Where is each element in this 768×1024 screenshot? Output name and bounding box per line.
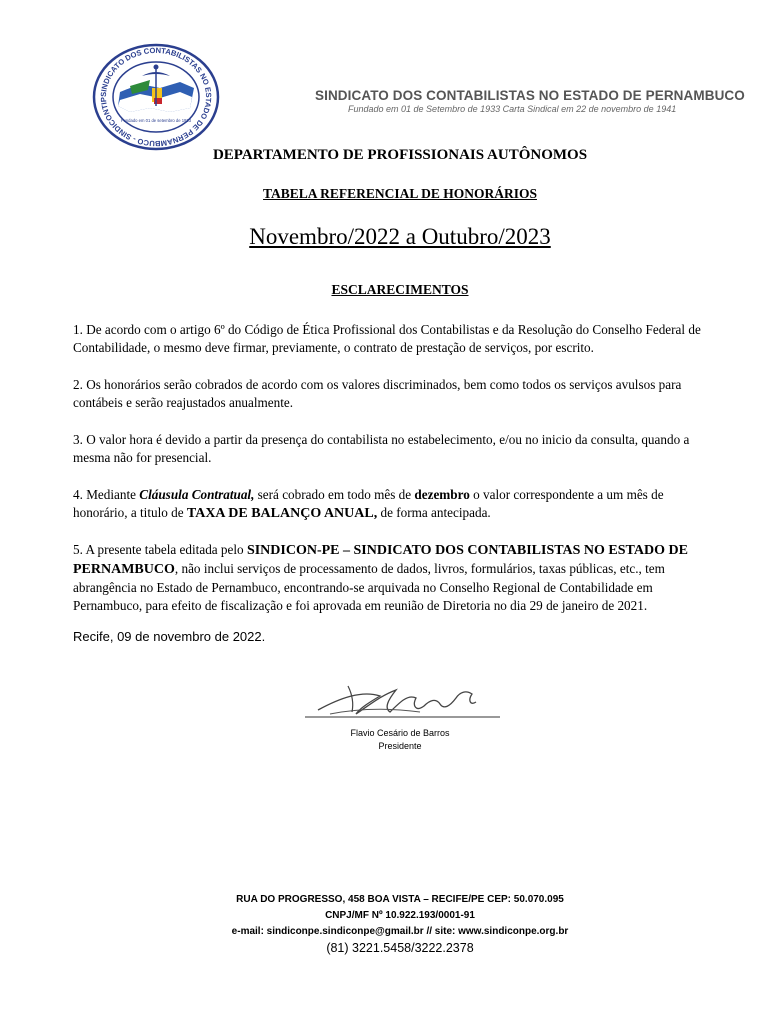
signatory-role: Presidente [378,741,422,751]
clarification-item-5 [73,541,718,615]
clarification-item-3: 3. O valor hora é devido a partir da presença do contabilista no estabelecimento, e/ou no inicio da consulta, quando a mesma não for presencial. [73,432,690,465]
item-4-text-a: 4. Mediante [73,487,140,502]
item-4-text-g: de forma antecipada. [377,505,491,520]
department-heading: DEPARTAMENTO DE PROFISSIONAIS AUTÔNOMOS [212,147,588,163]
organization-name: SINDICATO DOS CONTABILISTAS NO ESTADO DE PERNAMBUCO [315,88,745,103]
annual-balance-fee-term: TAXA DE BALANÇO ANUAL, [186,506,378,521]
handwritten-signature-icon [300,668,545,723]
footer-address: RUA DO PROGRESSO, 458 BOA VISTA – RECIFE/PE CEP: 50.070.095 [236,894,564,905]
signature-image [300,668,545,723]
item-4-text-c: será cobrado em todo mês de [254,487,415,502]
svg-text:SINDICATO DOS CONTABILISTAS NO: SINDICATO DOS CONTABILISTAS NO ESTADO DE PERNAMBUCO - SINDICONTIP [98,45,214,149]
seal-emblem-icon [90,42,222,152]
svg-text:Fundado em 01 de setembro de 1: Fundado em 01 de setembro de 1933 [120,118,192,123]
item-5-text-c: , não inclui serviços de processamento de dados, livros, formulários, taxas públicas, etc., tem abrangência no Estado de Pernambuco, encontrando-se arquivada no Conselho Regional de Contabilidade em Pernambuco, para efeito de fiscalização e foi aprovada em reunião de Diretoria no dia 29 de janeiro de 2021. [73,561,665,613]
december-term: dezembro [414,487,470,502]
union-seal-logo [90,42,222,152]
clarifications-heading: ESCLARECIMENTOS [331,282,469,297]
document-date: Recife, 09 de novembro de 2022. [73,629,266,644]
sindicon-name-term: SINDICON-PE – SINDICATO DOS CONTABILISTAS NO ESTADO DE PERNAMBUCO [73,543,688,577]
table-title: TABELA REFERENCIAL DE HONORÁRIOS [263,186,537,201]
clarification-item-4 [73,486,718,523]
organization-founded-note: Fundado em 01 de Setembro de 1933 Carta Sindical em 22 de novembro de 1941 [348,104,677,114]
signatory-name: Flavio Cesário de Barros [350,728,450,738]
item-4-text-e: o valor correspondente a um mês de honorário, a titulo de [73,487,664,520]
clarification-item-1: 1. De acordo com o artigo 6º do Código de Ética Profissional dos Contabilistas e da Resolução do Conselho Federal de Contabilidade, o mesmo deve firmar, previamente, o contrato de prestação de serviços, por escrito. [73,322,701,355]
item-5-text-a: 5. A presente tabela editada pelo [73,542,247,557]
validity-period: Novembro/2022 a Outubro/2023 [249,224,551,249]
footer-contact: e-mail: sindiconpe.sindiconpe@gmail.br // site: www.sindiconpe.org.br [231,926,569,937]
footer-cnpj: CNPJ/MF Nº 10.922.193/0001-91 [325,910,475,921]
contract-clause-term: Cláusula Contratual, [139,487,255,502]
footer-phone: (81) 3221.5458/3222.2378 [326,941,474,955]
clarification-item-2: 2. Os honorários serão cobrados de acordo com os valores discriminados, bem como todos os serviços avulsos para contábeis e serão reajustados anualmente. [73,377,682,410]
